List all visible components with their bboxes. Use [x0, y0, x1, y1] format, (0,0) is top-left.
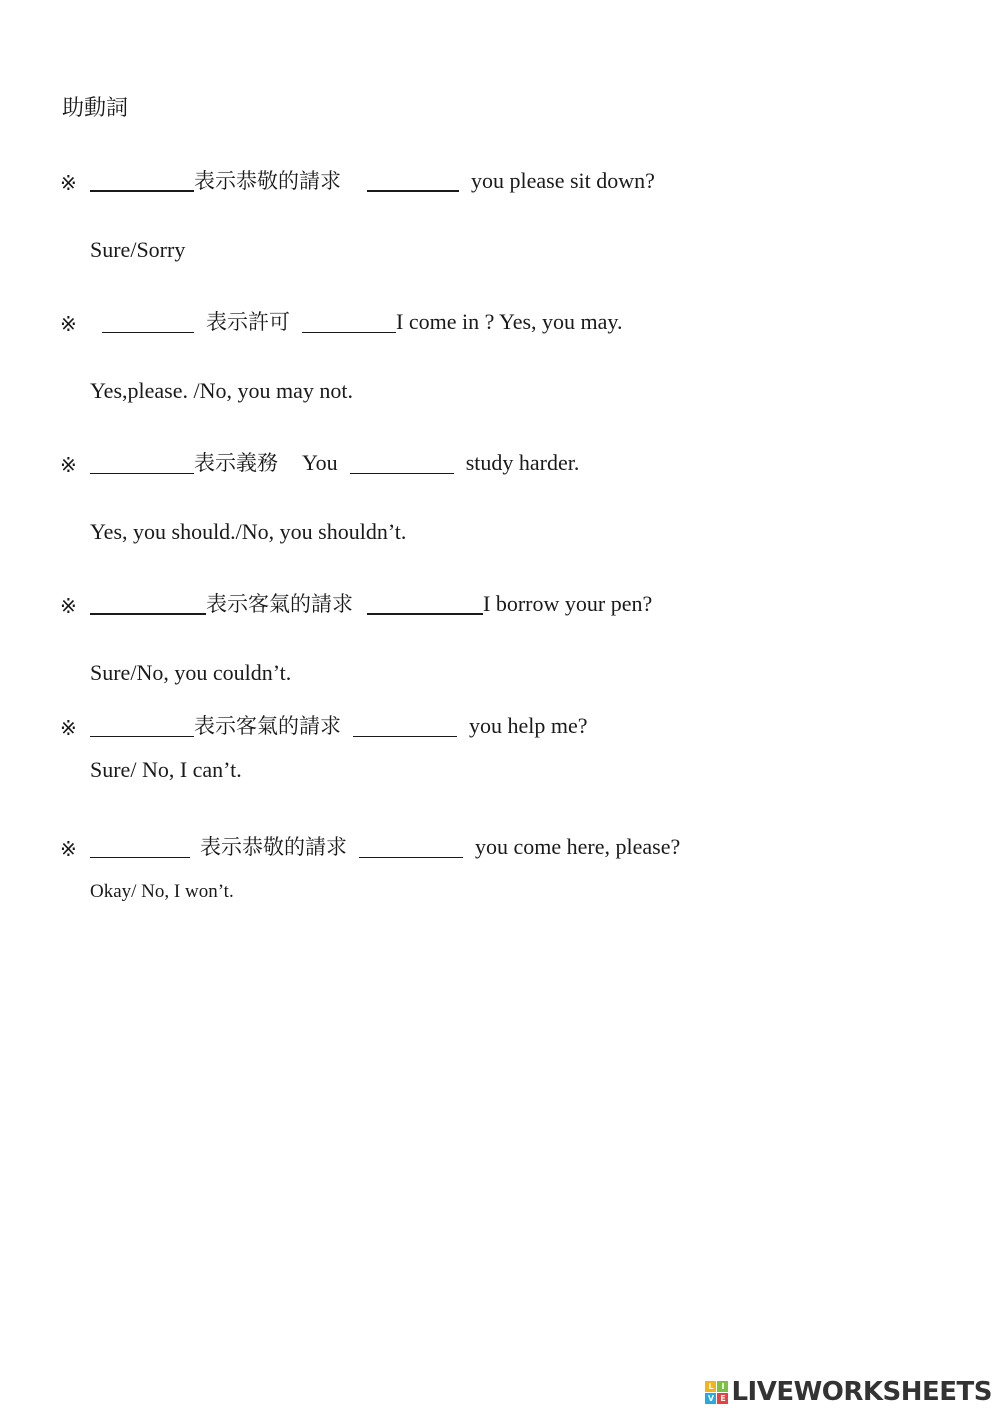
reference-mark: ※ [60, 453, 77, 477]
answer-blank[interactable] [90, 714, 194, 737]
answer-example: Sure/ No, I can’t. [90, 757, 242, 782]
question-description: 表示許可 [206, 310, 290, 334]
answer-example: Sure/Sorry [90, 237, 186, 262]
answer-blank[interactable] [359, 835, 463, 858]
reference-mark: ※ [60, 716, 77, 740]
question-sentence: you please sit down? [471, 168, 655, 193]
question-row [60, 304, 623, 336]
answer-blank[interactable] [350, 451, 454, 474]
answer-example: Yes, you should./No, you shouldn’t. [90, 519, 407, 544]
answer-example: Yes,please. /No, you may not. [90, 378, 353, 403]
question-description: 表示義務 [194, 451, 278, 475]
reference-mark: ※ [60, 837, 77, 861]
answer-blank[interactable] [90, 591, 206, 615]
answer-blank[interactable] [102, 310, 194, 333]
logo-mark-letter: V [705, 1393, 716, 1404]
question-sentence: you help me? [469, 713, 588, 738]
reference-mark: ※ [60, 312, 77, 336]
logo-mark-icon [705, 1381, 728, 1404]
answer-blank[interactable] [367, 168, 459, 192]
question-sentence-start: You [302, 450, 338, 475]
answer-blank[interactable] [367, 591, 483, 615]
answer-blank[interactable] [90, 835, 190, 858]
worksheet-title: 助動詞 [62, 96, 129, 121]
question-description: 表示恭敬的請求 [200, 835, 347, 859]
logo-mark-letter: I [717, 1381, 728, 1392]
question-sentence: I come in ? Yes, you may. [396, 309, 623, 334]
reference-mark: ※ [60, 171, 77, 195]
question-description: 表示客氣的請求 [194, 714, 341, 738]
question-description: 表示恭敬的請求 [194, 169, 341, 193]
logo-mark-letter: L [705, 1381, 716, 1392]
answer-blank[interactable] [353, 714, 457, 737]
question-sentence: study harder. [465, 450, 580, 475]
question-row [60, 586, 652, 618]
question-row [60, 829, 680, 861]
logo-mark-letter: E [717, 1393, 728, 1404]
question-description: 表示客氣的請求 [206, 592, 353, 616]
logo-text: LIVEWORKSHEETS [731, 1377, 992, 1407]
question-row [60, 708, 588, 740]
answer-example: Okay/ No, I won’t. [90, 881, 234, 902]
question-row [60, 445, 579, 477]
question-sentence: you come here, please? [475, 834, 681, 859]
question-sentence: I borrow your pen? [483, 591, 653, 616]
reference-mark: ※ [60, 594, 77, 618]
liveworksheets-logo [705, 1375, 992, 1409]
answer-blank[interactable] [90, 168, 194, 192]
answer-blank[interactable] [302, 310, 396, 333]
answer-example: Sure/No, you couldn’t. [90, 660, 292, 685]
question-row [60, 163, 655, 195]
answer-blank[interactable] [90, 451, 194, 474]
